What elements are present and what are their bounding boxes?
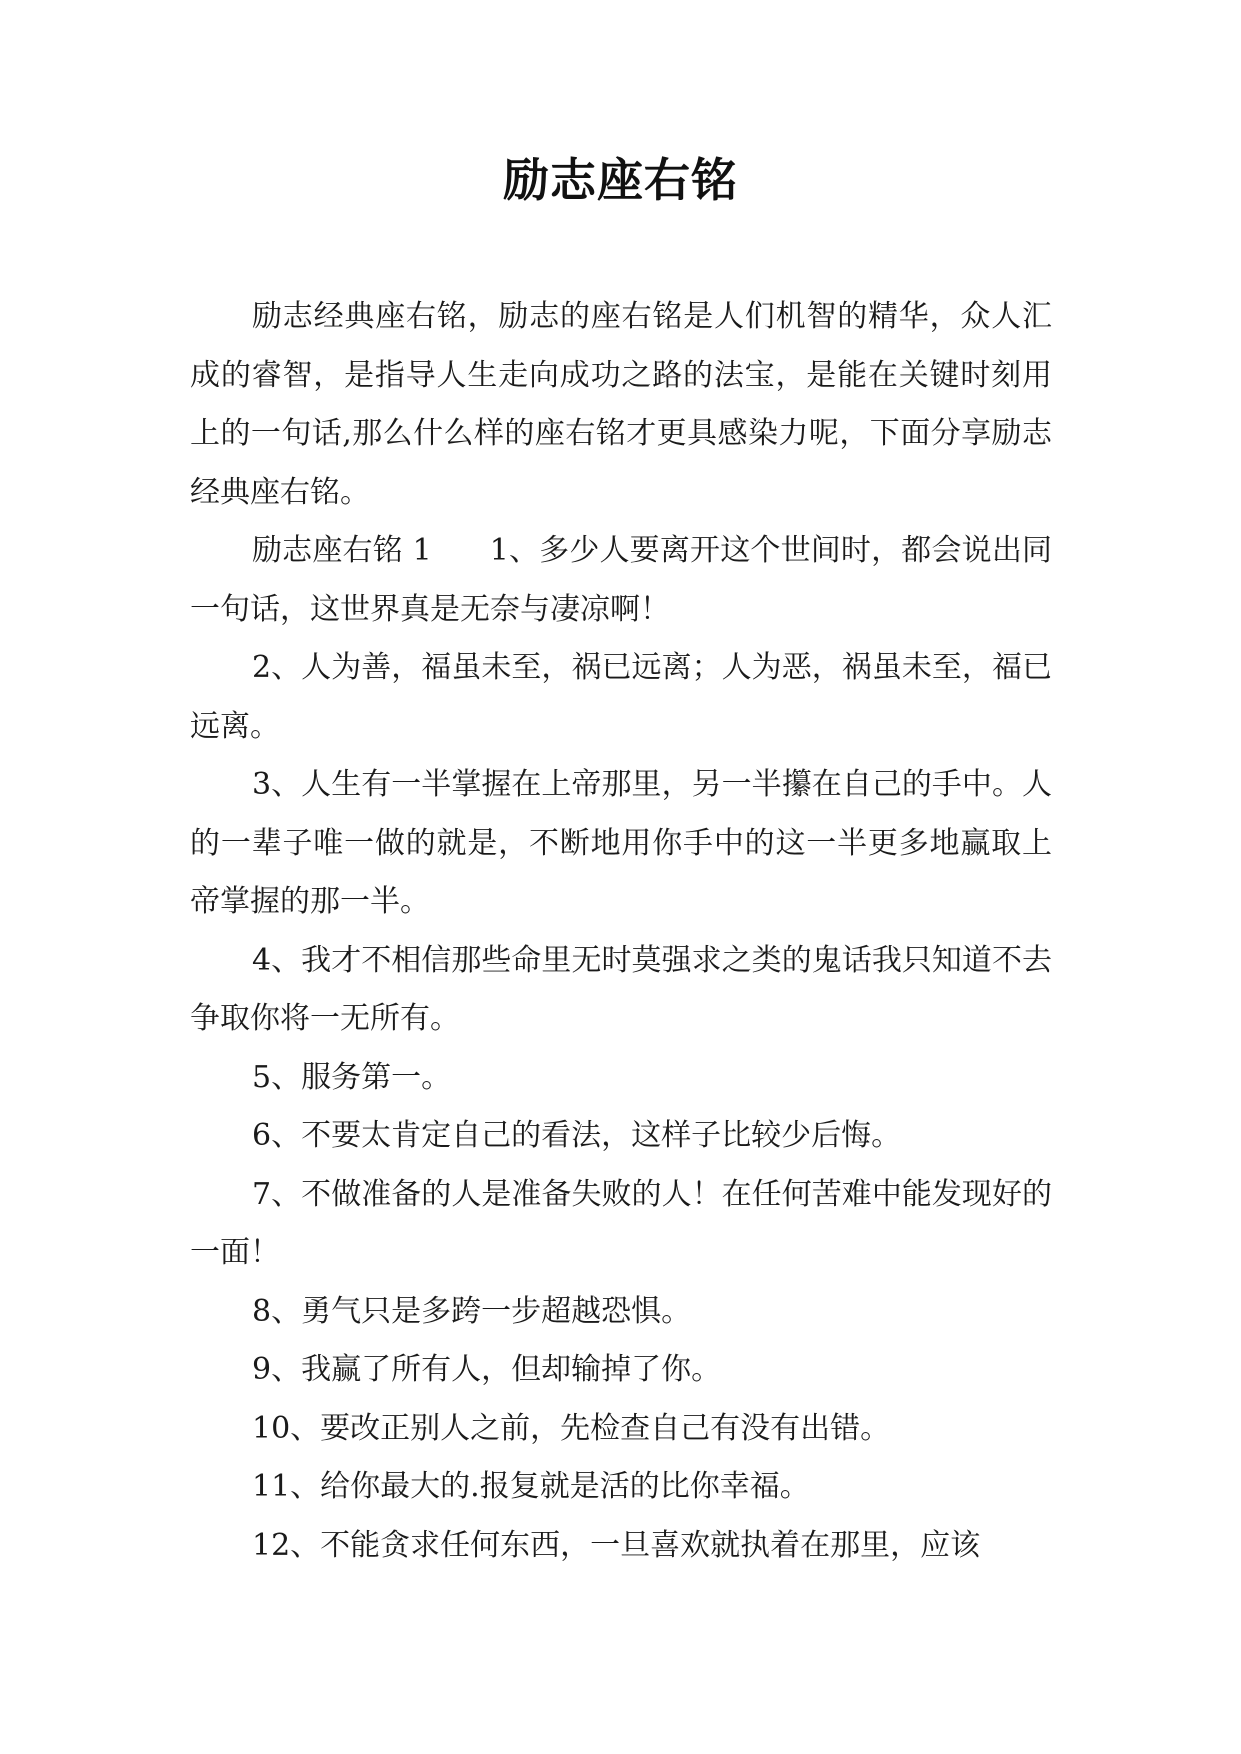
item-1: 1、多少人要离开这个世间时，都会说出同一句话，这世界真是无奈与凄凉啊！ bbox=[190, 533, 1053, 627]
item-10: 10、要改正别人之前，先检查自己有没有出错。 bbox=[252, 1410, 891, 1446]
item-2: 2、人为善，福虽未至，祸已远离；人为恶，祸虽未至，福已远离。 bbox=[190, 650, 1052, 744]
intro-paragraph: 励志经典座右铭，励志的座右铭是人们机智的精华，众人汇成的睿智，是指导人生走向成功之路的法宝，是能在关键时刻用上的一句话,那么什么样的座右铭才更具感染力呢，下面分享励志经典座右铭。 bbox=[190, 299, 1052, 510]
item-11: 11、给你最大的.报复就是活的比你幸福。 bbox=[252, 1469, 810, 1504]
item-5: 5、服务第一。 bbox=[252, 1059, 452, 1095]
item-3: 3、人生有一半掌握在上帝那里，另一半攥在自己的手中。人的一辈子唯一做的就是，不断地用你手中的这一半更多地赢取上帝掌握的那一半。 bbox=[190, 767, 1052, 919]
item-4: 4、我才不相信那些命里无时莫强求之类的鬼话我只知道不去争取你将一无所有。 bbox=[190, 942, 1052, 1036]
item-6: 6、不要太肯定自己的看法，这样子比较少后悔。 bbox=[252, 1118, 902, 1153]
document-title: 励志座右铭 bbox=[503, 153, 738, 207]
document-body bbox=[190, 288, 1052, 1575]
item-7: 7、不做准备的人是准备失败的人！在任何苦难中能发现好的一面！ bbox=[190, 1176, 1052, 1270]
item-8: 8、勇气只是多跨一步超越恐惧。 bbox=[252, 1293, 692, 1329]
section-heading: 励志座右铭 1 bbox=[252, 533, 432, 568]
item-12: 12、不能贪求任何东西，一旦喜欢就执着在那里，应该 bbox=[252, 1527, 981, 1563]
item-9: 9、我赢了所有人，但却输掉了你。 bbox=[252, 1352, 722, 1387]
section-paragraph bbox=[190, 522, 1052, 639]
